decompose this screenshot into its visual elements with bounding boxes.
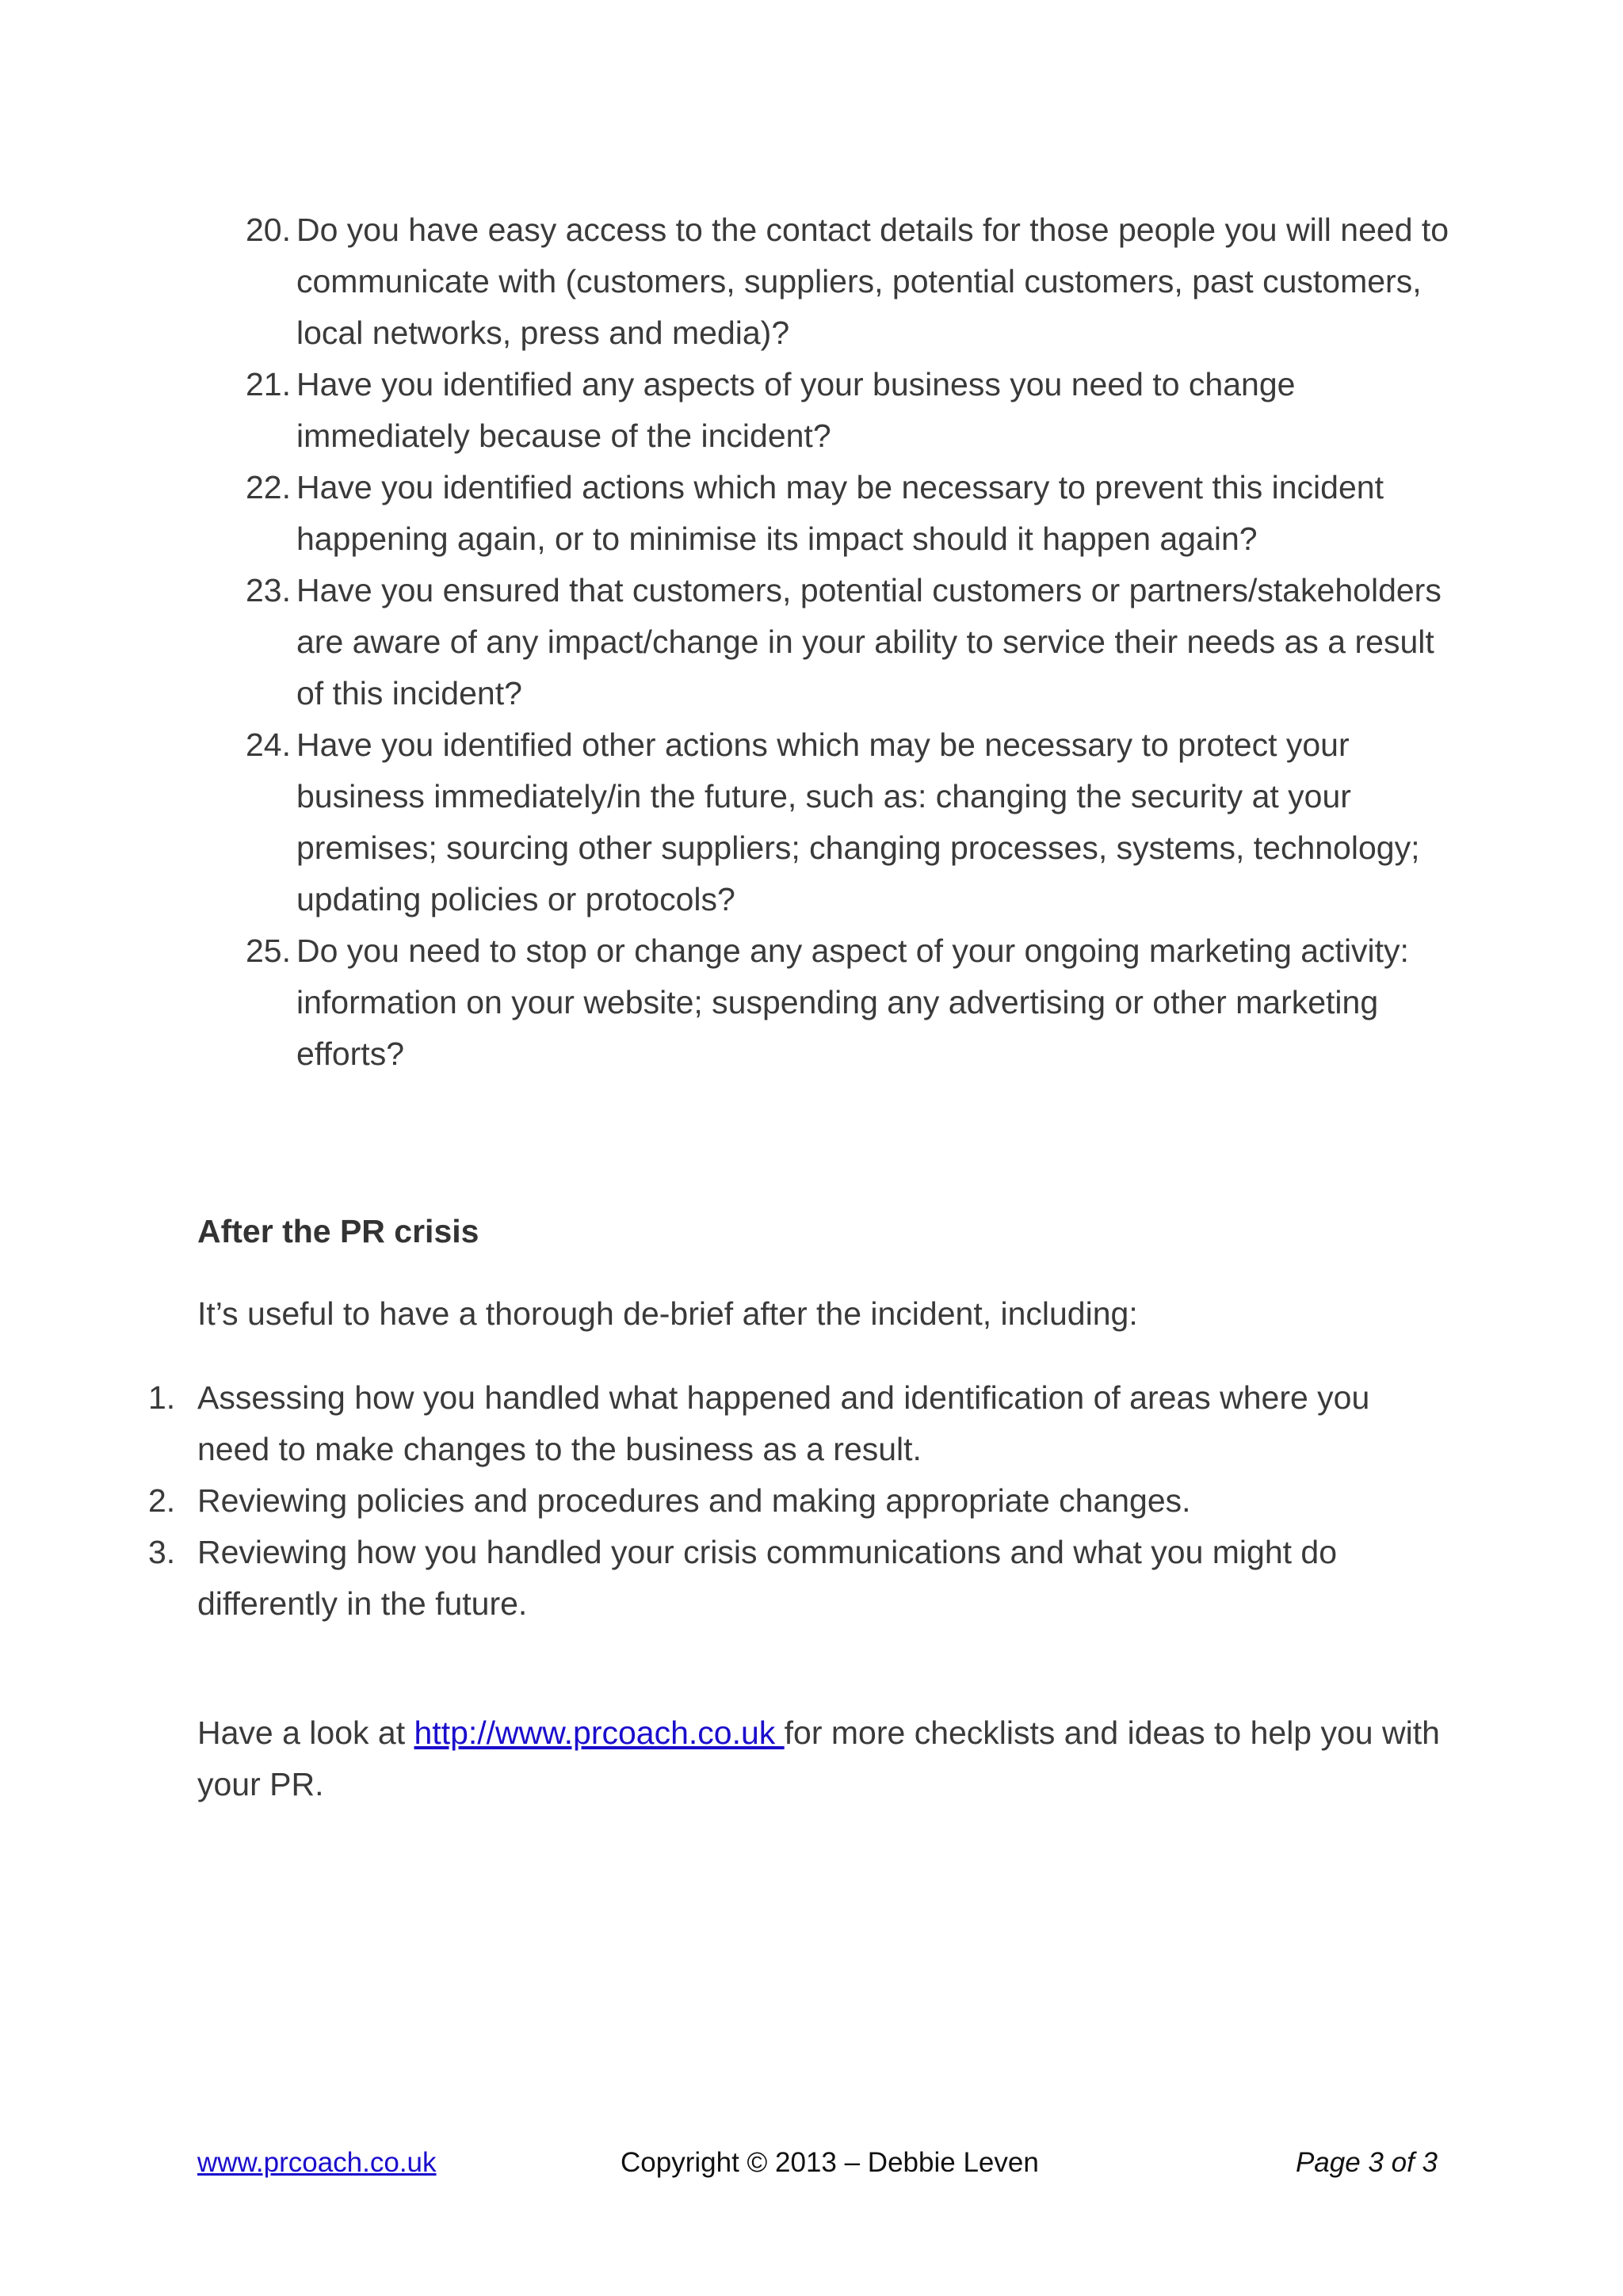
list-number: 21.	[246, 366, 291, 402]
list-number: 25.	[246, 933, 291, 969]
section-intro: It’s useful to have a thorough de-brief after the incident, including:	[197, 1295, 1138, 1332]
list-item-text: Have you identified actions which may be necessary to prevent this incident happening again, or to minimise its impact should it happen again?	[296, 469, 1384, 557]
footer-copyright: Copyright © 2013 – Debbie Leven	[621, 2147, 1039, 2178]
list-item	[0, 204, 1623, 359]
list-number: 1.	[148, 1379, 176, 1416]
list-number: 20.	[246, 212, 291, 248]
list-number: 3.	[148, 1534, 176, 1570]
footer-website-link[interactable]: www.prcoach.co.uk	[197, 2147, 437, 2178]
website-link[interactable]: http://www.prcoach.co.uk	[414, 1714, 785, 1751]
list-item	[0, 925, 1623, 1080]
debrief-list	[0, 1372, 1623, 1630]
list-number: 23.	[246, 572, 291, 608]
list-item	[0, 565, 1623, 719]
checklist	[0, 204, 1623, 1080]
list-item-text: Assessing how you handled what happened and identification of areas where you need to make changes to the business as a result.	[197, 1379, 1370, 1467]
list-item	[0, 359, 1623, 462]
list-item	[0, 1475, 1623, 1527]
closing-paragraph	[197, 1707, 1449, 1810]
page-footer	[197, 2143, 1438, 2183]
list-item	[0, 1527, 1623, 1630]
section-heading: After the PR crisis	[197, 1213, 479, 1249]
list-item-text: Have you ensured that customers, potential customers or partners/stakeholders are aware of any impact/change in your ability to service their needs as a result of this incident?	[296, 572, 1442, 711]
list-item-text: Have you identified other actions which may be necessary to protect your business immediately/in the future, such as: changing the security at your premises; sourcing other suppliers; changing processes, systems, technology; updating policies or protocols?	[296, 727, 1420, 917]
list-item-text: Do you need to stop or change any aspect of your ongoing marketing activity: information on your website; suspending any advertising or other marketing efforts?	[296, 933, 1409, 1072]
list-number: 22.	[246, 469, 291, 505]
list-number: 2.	[148, 1482, 176, 1519]
closing-text-after: for more checklists and ideas to help you with your PR.	[197, 1714, 1440, 1802]
list-item-text: Have you identified any aspects of your business you need to change immediately because of the incident?	[296, 366, 1296, 454]
list-item-text: Reviewing how you handled your crisis communications and what you might do differently in the future.	[197, 1534, 1338, 1622]
list-item	[0, 719, 1623, 925]
closing-text-before: Have a look at	[197, 1714, 414, 1751]
page-number: Page 3 of 3	[1295, 2147, 1438, 2178]
list-item-text: Do you have easy access to the contact details for those people you will need to communicate with (customers, suppliers, potential customers, past customers, local networks, press and media)?	[296, 212, 1449, 351]
list-item	[0, 1372, 1623, 1475]
list-item	[0, 462, 1623, 565]
list-item-text: Reviewing policies and procedures and making appropriate changes.	[197, 1482, 1191, 1519]
list-number: 24.	[246, 727, 291, 763]
